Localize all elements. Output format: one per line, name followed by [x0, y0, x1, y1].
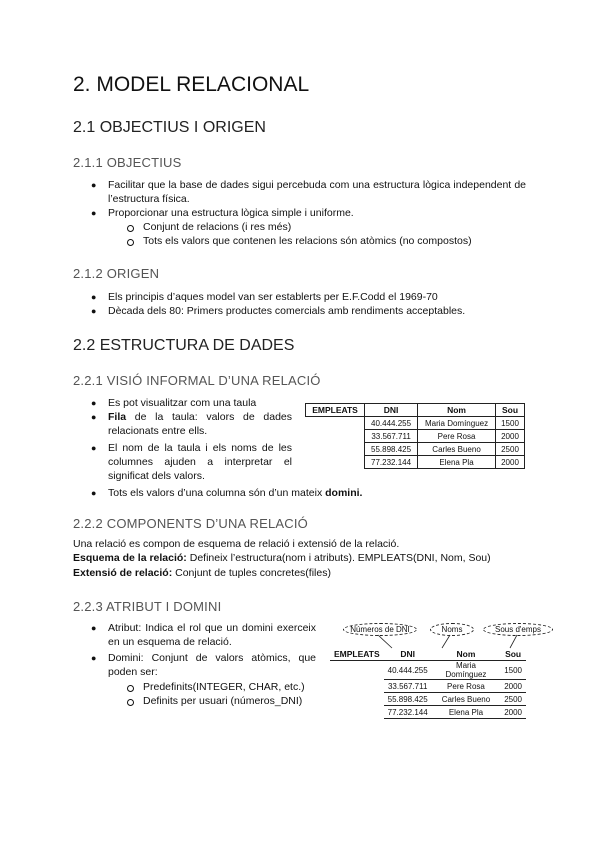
bullet-text: Els principis d’aques model van ser establerts per E.F.Codd el 1969-70 [108, 291, 438, 303]
subsection-heading-2-2-1: 2.2.1 VISIÓ INFORMAL D’UNA RELACIÓ [73, 373, 321, 388]
bullet-text: Dècada dels 80: Primers productes comercials amb rendiments acceptables. [108, 305, 466, 317]
bullet-text: Proporcionar una estructura lògica simple i uniforme. [108, 207, 354, 219]
table-header-row [330, 648, 526, 661]
bullet-icon: ● [91, 398, 97, 408]
table-cell: Pere Rosa [432, 680, 501, 693]
bullet-text: El nom de la taula i els noms de les columnes ajuden a interpretar el significat dels valors. [108, 442, 292, 482]
paragraph-rest: Defineix l’estructura(nom i atributs). EMPLEATS(DNI, Nom, Sou) [186, 552, 491, 564]
table-cell: Elena Pla [432, 706, 501, 719]
table-cell: 55.898.425 [384, 693, 432, 706]
page-title: 2. MODEL RELACIONAL [73, 73, 310, 96]
table-cell: 2500 [500, 693, 526, 706]
table-row [306, 417, 525, 430]
sub-bullet-text: Definits per usuari (números_DNI) [143, 695, 303, 707]
sub-bullet-icon [127, 239, 134, 246]
subsection-heading-2-1-1: 2.1.1 OBJECTIUS [73, 155, 182, 170]
table-cell: 40.444.255 [365, 417, 418, 430]
bullet-text-start: Tots els valors d’una columna són d’un mateix [108, 487, 326, 499]
sub-bullet-icon [127, 685, 134, 692]
table-cell [306, 443, 365, 456]
arrow-line [510, 635, 517, 648]
table-cell [330, 706, 384, 719]
bullet-icon: ● [91, 208, 97, 218]
table-row [330, 706, 526, 719]
table-cell: 1500 [496, 417, 525, 430]
table-cell [330, 693, 384, 706]
paragraph-rest: Conjunt de tuples concretes(files) [172, 567, 331, 579]
domain-oval: Sous d'emps [483, 623, 553, 636]
bullet-icon: ● [91, 292, 97, 302]
empleats-table [305, 403, 525, 469]
sub-bullet-icon [127, 699, 134, 706]
subsection-heading-2-2-3: 2.2.3 ATRIBUT I DOMINI [73, 599, 222, 614]
table-row [306, 443, 525, 456]
subsection-heading-2-2-2: 2.2.2 COMPONENTS D’UNA RELACIÓ [73, 516, 308, 531]
empleats-domain-table [330, 648, 526, 719]
table-cell: Carles Bueno [432, 693, 501, 706]
bullet-icon: ● [91, 412, 97, 422]
bold-term: Fila [108, 411, 127, 423]
bold-term: Extensió de relació: [73, 567, 173, 579]
bullet-icon: ● [91, 306, 97, 316]
sub-bullet-text: Conjunt de relacions (i res més) [143, 221, 292, 233]
section-heading-2-2: 2.2 ESTRUCTURA DE DADES [73, 337, 295, 354]
table-cell: 33.567.711 [365, 430, 418, 443]
bullet-icon: ● [91, 180, 97, 190]
bold-term: domini. [325, 487, 363, 499]
table-header: Sou [496, 404, 525, 417]
table-cell: Pere Rosa [418, 430, 496, 443]
table-cell: 2000 [500, 706, 526, 719]
paragraph: Una relació es compon de esquema de relació i extensió de la relació. [73, 538, 400, 550]
arrow-line [442, 635, 450, 648]
bullet-text: Facilitar que la base de dades sigui percebuda com una estructura lògica independent de l’estructura física. [108, 179, 526, 205]
table-cell: 2000 [496, 456, 525, 469]
table-cell: 40.444.255 [384, 661, 432, 680]
table-header-row [306, 404, 525, 417]
bullet-icon: ● [91, 488, 97, 498]
table-cell: 55.898.425 [365, 443, 418, 456]
subsection-heading-2-1-2: 2.1.2 ORIGEN [73, 266, 160, 281]
table-header: EMPLEATS [330, 648, 384, 661]
sub-bullet-text: Tots els valors que contenen les relacions són atòmics (no compostos) [143, 235, 472, 247]
bullet-icon: ● [91, 623, 97, 633]
table-header: DNI [384, 648, 432, 661]
table-cell: Maria Domínguez [418, 417, 496, 430]
bullet-text [108, 486, 468, 500]
table-cell [330, 680, 384, 693]
bullet-text-rest: de la taula: valors de dades relacionats entre ells. [108, 411, 292, 437]
table-cell: Elena Pla [418, 456, 496, 469]
table-cell [306, 456, 365, 469]
table-row [306, 456, 525, 469]
bullet-icon: ● [91, 653, 97, 663]
table-cell: 2000 [500, 680, 526, 693]
table-cell [306, 417, 365, 430]
paragraph [73, 551, 533, 565]
sub-bullet-icon [127, 225, 134, 232]
table-cell [306, 430, 365, 443]
domain-oval: Noms [430, 623, 474, 636]
table-header: EMPLEATS [306, 404, 365, 417]
table-cell: 77.232.144 [384, 706, 432, 719]
table-cell: 2500 [496, 443, 525, 456]
bold-term: Esquema de la relació: [73, 552, 187, 564]
domain-oval: Números de DNI [343, 623, 417, 636]
bullet-text: Atribut: Indica el rol que un domini exerceix en un esquema de relació. [108, 622, 316, 648]
table-header: Sou [500, 648, 526, 661]
table-cell: Carles Bueno [418, 443, 496, 456]
table-row [330, 693, 526, 706]
table-row [330, 680, 526, 693]
table-cell [330, 661, 384, 680]
section-heading-2-1: 2.1 OBJECTIUS I ORIGEN [73, 119, 266, 136]
table-header: DNI [365, 404, 418, 417]
table-cell: 33.567.711 [384, 680, 432, 693]
paragraph [73, 566, 533, 580]
table-header: Nom [418, 404, 496, 417]
bullet-text: Es pot visualitzar com una taula [108, 397, 257, 409]
bullet-icon: ● [91, 443, 97, 453]
table-cell: 77.232.144 [365, 456, 418, 469]
table-row [306, 430, 525, 443]
table-cell: Maria Domínguez [432, 661, 501, 680]
table-row [330, 661, 526, 680]
bullet-text: Domini: Conjunt de valors atòmics, que poden ser: [108, 652, 316, 678]
bullet-text [108, 410, 292, 438]
table-header: Nom [432, 648, 501, 661]
sub-bullet-text: Predefinits(INTEGER, CHAR, etc.) [143, 681, 305, 693]
table-cell: 2000 [496, 430, 525, 443]
table-cell: 1500 [500, 661, 526, 680]
arrow-line [378, 635, 392, 648]
